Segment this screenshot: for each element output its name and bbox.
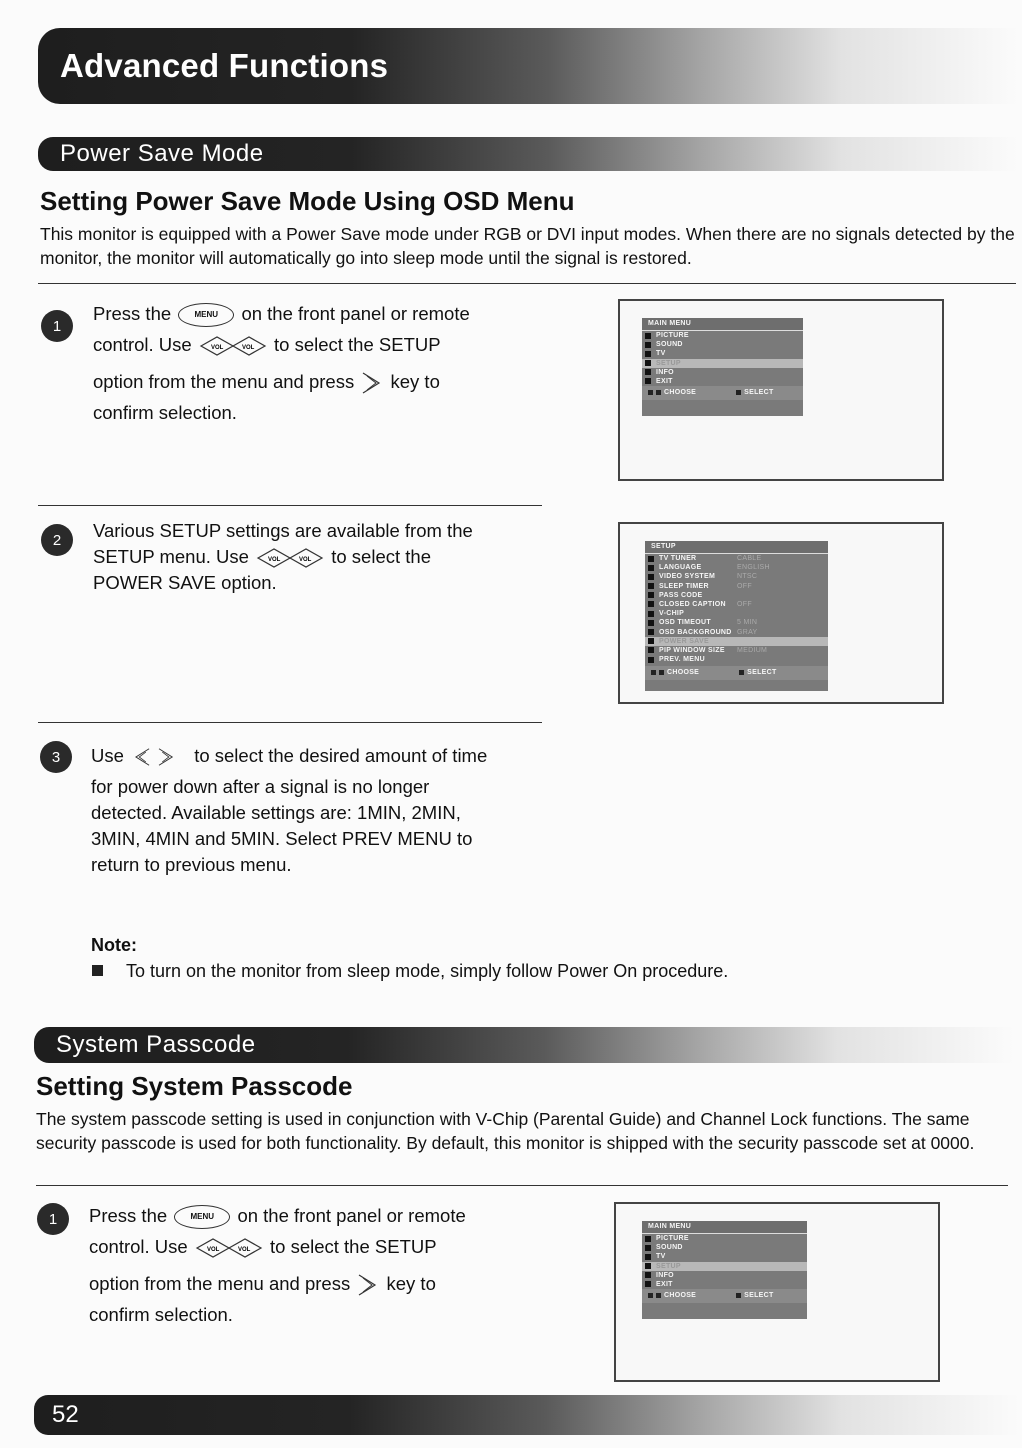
note-label: Note:	[91, 935, 137, 955]
divider	[38, 283, 1016, 284]
menu-button-icon: MENU	[178, 303, 234, 327]
svg-text:VOL: VOL	[268, 557, 281, 564]
divider	[38, 505, 542, 506]
divider	[36, 1185, 1008, 1186]
svg-text:VOL: VOL	[299, 557, 312, 564]
section-band-power-save	[38, 137, 1018, 171]
osd-screenshot	[618, 299, 944, 481]
menu-button-icon: MENU	[174, 1205, 230, 1229]
section-intro: The system passcode setting is used in conjunction with V-Chip (Parental Guide) and Channel Lock functions. The same security passcode is used for both functionality. By default, this monitor is shipped with the security passcode set at 0000.	[36, 1109, 975, 1153]
section-heading: Setting System Passcode	[36, 1071, 353, 1101]
section-title: Power Save Mode	[60, 140, 264, 167]
page-footer-band	[34, 1395, 1019, 1435]
svg-text:VOL: VOL	[241, 345, 255, 352]
step-number: 1	[41, 310, 73, 342]
svg-text:VOL: VOL	[206, 1247, 220, 1254]
svg-text:VOL: VOL	[210, 345, 224, 352]
svg-text:VOL: VOL	[237, 1247, 251, 1254]
section-heading: Setting Power Save Mode Using OSD Menu	[40, 186, 575, 216]
left-right-arrows-icon	[131, 744, 187, 770]
page-title: Advanced Functions	[60, 47, 389, 84]
section-intro: This monitor is equipped with a Power Save mode under RGB or DVI input modes. When there are no signals detected by the monitor, the monitor will automatically go into sleep mode until the signal is restored.	[40, 224, 1015, 268]
section-title: System Passcode	[56, 1031, 256, 1058]
step-text: Press the MENU on the front panel or remote control. Use VOL VOL to select the SETUP option from the menu and press key to confirm selection.	[93, 303, 470, 423]
enter-key-icon	[361, 370, 383, 396]
step-text: Press the MENU on the front panel or remote control. Use VOL VOL to select the SETUP option from the menu and press key to confirm selection.	[89, 1205, 466, 1325]
osd-screenshot	[618, 522, 944, 704]
vol-arrows-icon	[199, 335, 267, 357]
osd-main-menu: MAIN MENU PICTURE SOUND TV SETUP INFO EXIT CHOOSE SELECT	[642, 318, 803, 416]
page-number: 52	[52, 1401, 79, 1428]
page-header-band	[38, 28, 1018, 104]
step-text: Various SETUP settings are available from the SETUP menu. Use VOL VOL to select the POWER SAVE option.	[93, 520, 473, 593]
note-text: To turn on the monitor from sleep mode, simply follow Power On procedure.	[126, 961, 729, 981]
bullet-icon	[92, 965, 103, 976]
enter-key-icon	[357, 1272, 379, 1298]
osd-setup-menu: SETUP TV TUNER CABLE LANGUAGE ENGLISH VIDEO SYSTEM NTSC SLEEP TIMER OFF PASS CODE CLOSED CAPTION OFF V-CHIP OSD TIMEOUT 5 MIN OSD BACKGROUND GRAY POWER SAVE PIP WINDOW SIZE MEDIUM PREV. MENU CHOOSE SELECT	[645, 541, 828, 691]
osd-screenshot	[614, 1202, 940, 1382]
divider	[38, 722, 542, 723]
step-number: 1	[37, 1203, 69, 1235]
step-text: Use to select the desired amount of time for power down after a signal is no longer detected. Available settings are: 1MIN, 2MIN, 3MIN, 4MIN and 5MIN. Select PREV MENU to return to previous menu.	[91, 745, 488, 876]
step-number: 2	[41, 524, 73, 556]
vol-arrows-icon	[195, 1237, 263, 1259]
section-band-system-passcode	[34, 1027, 1014, 1063]
step-number: 3	[40, 741, 72, 773]
vol-arrows-icon	[256, 547, 324, 569]
osd-main-menu: MAIN MENU PICTURE SOUND TV SETUP INFO EXIT CHOOSE SELECT	[642, 1221, 807, 1319]
